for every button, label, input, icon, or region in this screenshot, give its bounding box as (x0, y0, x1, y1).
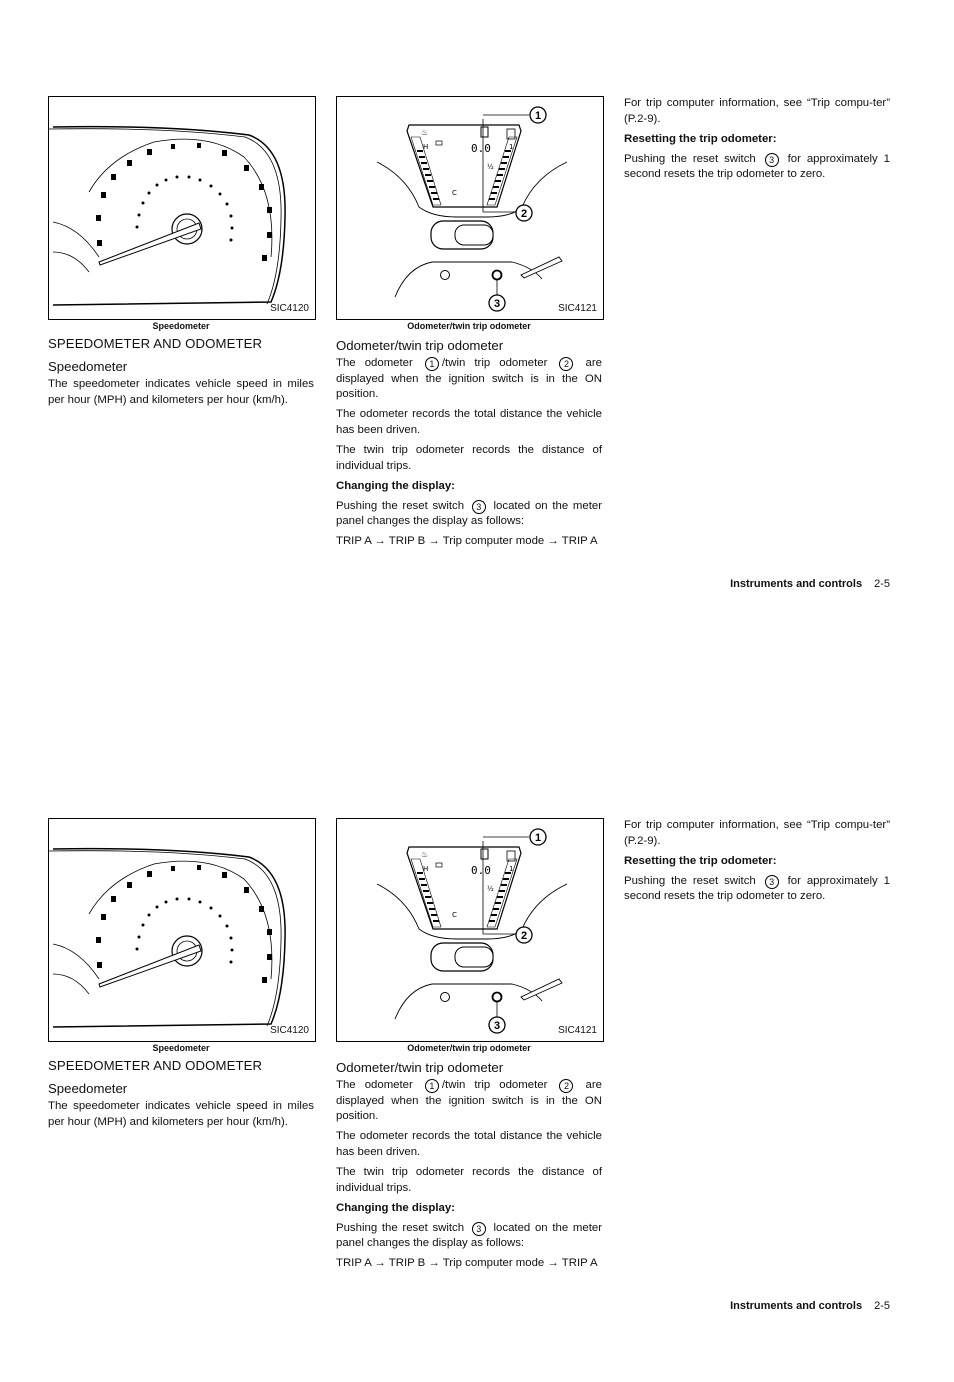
subheading: Speedometer (48, 359, 128, 374)
speedometer-illustration (49, 97, 315, 319)
text-run: Pushing the reset switch (336, 499, 465, 512)
speedometer-figure (48, 818, 316, 1042)
body-paragraph: The twin trip odometer records the distance of individual trips. (336, 443, 602, 472)
body-paragraph (336, 499, 602, 530)
text-run: /twin trip odometer (441, 1079, 548, 1091)
callout-1: 1 (534, 832, 542, 844)
figure-code: SIC4120 (270, 1025, 309, 1036)
subheading: Odometer/twin trip odometer (336, 338, 504, 353)
body-paragraph (624, 874, 890, 905)
page-number: 2-5 (874, 578, 890, 590)
text-run: for approximately 1 second resets the trip odometer to zero. (624, 152, 891, 181)
text-run: are displayed when the ignition switch is in the ON position. (336, 1079, 603, 1123)
callout-ref-1: 1 (425, 357, 439, 371)
callout-ref-3: 3 (472, 500, 486, 514)
text-run: located on the meter panel changes the display as follows: (336, 499, 602, 528)
page-footer (730, 1300, 890, 1312)
subsection-heading: Resetting the trip odometer: (624, 132, 777, 145)
column-1 (48, 1057, 314, 1135)
callout-ref-1: 1 (425, 1079, 439, 1093)
callout-ref-2: 2 (559, 1079, 573, 1093)
text-run: The odometer (336, 1079, 413, 1091)
figure-caption: Odometer/twin trip odometer (407, 1043, 531, 1053)
page-number: 2-5 (874, 1300, 890, 1312)
section-title: SPEEDOMETER AND ODOMETER (48, 1058, 263, 1073)
figure-code: SIC4120 (270, 303, 309, 314)
column-2 (336, 1059, 602, 1277)
callout-3: 3 (493, 298, 501, 310)
body-paragraph (336, 1078, 602, 1125)
callout-1: 1 (534, 110, 542, 122)
figure-caption: Speedometer (152, 321, 210, 331)
body-paragraph: The odometer records the total distance the vehicle has been driven. (336, 408, 602, 436)
callout-ref-3: 3 (765, 153, 779, 167)
subheading: Speedometer (48, 1081, 128, 1096)
figure-code: SIC4121 (558, 1025, 597, 1036)
odometer-figure (336, 818, 604, 1042)
page-copy-bottom (0, 722, 954, 1382)
text-run: located on the meter panel changes the display as follows: (336, 1221, 602, 1250)
body-paragraph: The speedometer indicates vehicle speed in miles per hour (MPH) and kilometers per hour (km/h). (48, 378, 314, 406)
figure-caption: Speedometer (152, 1043, 210, 1053)
callout-2: 2 (520, 208, 528, 220)
speedometer-figure (48, 96, 316, 320)
callout-2: 2 (520, 930, 528, 942)
callout-3: 3 (493, 1020, 501, 1032)
page-footer (730, 578, 890, 590)
text-run: Pushing the reset switch (624, 874, 756, 887)
body-paragraph: TRIP A → TRIP B → Trip computer mode → TRIP A (336, 535, 598, 548)
subsection-heading: Changing the display: (336, 479, 455, 492)
body-paragraph: The speedometer indicates vehicle speed in miles per hour (MPH) and kilometers per hour (km/h). (48, 1100, 314, 1128)
text-run: /twin trip odometer (441, 357, 548, 369)
footer-section: Instruments and controls (730, 1300, 863, 1312)
subheading: Odometer/twin trip odometer (336, 1060, 504, 1075)
callout-ref-3: 3 (765, 875, 779, 889)
column-2 (336, 337, 602, 555)
odometer-illustration (337, 97, 603, 319)
column-3 (624, 96, 890, 187)
column-3 (624, 818, 890, 909)
odometer-illustration (337, 819, 603, 1041)
odometer-figure (336, 96, 604, 320)
body-paragraph: For trip computer information, see “Trip compu-ter” (P.2-9). (624, 819, 890, 847)
body-paragraph: The twin trip odometer records the distance of individual trips. (336, 1165, 602, 1194)
subsection-heading: Resetting the trip odometer: (624, 854, 777, 867)
column-1 (48, 335, 314, 413)
body-paragraph: The odometer records the total distance the vehicle has been driven. (336, 1130, 602, 1158)
figure-code: SIC4121 (558, 303, 597, 314)
body-paragraph: TRIP A → TRIP B → Trip computer mode → TRIP A (336, 1257, 598, 1270)
text-run: Pushing the reset switch (624, 152, 756, 165)
footer-section: Instruments and controls (730, 578, 863, 590)
text-run: are displayed when the ignition switch is in the ON position. (336, 357, 603, 401)
text-run: for approximately 1 second resets the trip odometer to zero. (624, 874, 891, 903)
figure-caption: Odometer/twin trip odometer (407, 321, 531, 331)
callout-ref-2: 2 (559, 357, 573, 371)
subsection-heading: Changing the display: (336, 1201, 455, 1214)
section-title: SPEEDOMETER AND ODOMETER (48, 336, 263, 351)
body-paragraph: For trip computer information, see “Trip compu-ter” (P.2-9). (624, 97, 890, 125)
text-run: The odometer (336, 357, 413, 369)
text-run: Pushing the reset switch (336, 1221, 465, 1234)
body-paragraph (336, 356, 602, 403)
body-paragraph (336, 1221, 602, 1252)
page-copy-top (0, 0, 954, 660)
speedometer-illustration (49, 819, 315, 1041)
callout-ref-3: 3 (472, 1222, 486, 1236)
body-paragraph (624, 152, 890, 183)
